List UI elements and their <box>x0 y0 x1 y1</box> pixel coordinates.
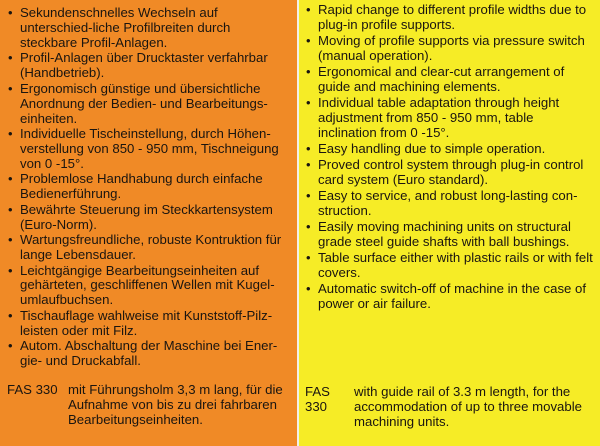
list-item: • Leichtgängige Bearbeitungseinheiten auf gehärteten, geschliffenen Wellen mit Kugel-umlaufbuchsen. <box>7 264 291 309</box>
list-item: • Proved control system through plug-in control card system (Euro standard). <box>305 158 594 188</box>
model-description: mit Führungsholm 3,3 m lang, für die Aufnahme von bis zu drei fahrbaren Bearbeitungseinheiten. <box>68 382 283 427</box>
list-item: • Individual table adaptation through height adjustment from 850 - 950 mm, table inclination from 0 -15°. <box>305 96 594 141</box>
english-feature-list <box>305 3 594 312</box>
model-description: with guide rail of 3.3 m length, for the accommodation of up to three movable machining units. <box>354 384 582 429</box>
list-item: • Bewährte Steuerung im Steckkartensystem (Euro-Norm). <box>7 203 291 233</box>
german-feature-panel <box>0 0 297 446</box>
model-code: FAS 330 <box>305 384 330 414</box>
list-item: • Problemlose Handhabung durch einfache Bedienerführung. <box>7 172 291 202</box>
german-model-note <box>7 383 291 428</box>
list-item: • Moving of profile supports via pressure switch (manual operation). <box>305 34 594 64</box>
list-item: • Tischauflage wahlweise mit Kunststoff-Pilz-leisten oder mit Filz. <box>7 309 291 339</box>
list-item: • Profil-Anlagen über Drucktaster verfahrbar (Handbetrieb). <box>7 51 291 81</box>
list-item: • Easy handling due to simple operation. <box>305 142 594 157</box>
list-item: • Sekundenschnelles Wechseln auf unterschied-liche Profilbreiten durch steckbare Profil-Anlagen. <box>7 6 291 51</box>
list-item: • Wartungsfreundliche, robuste Kontruktion für lange Lebensdauer. <box>7 233 291 263</box>
list-item: • Table surface either with plastic rails or with felt covers. <box>305 251 594 281</box>
english-model-note <box>305 385 594 430</box>
german-feature-list <box>7 6 291 369</box>
list-item: • Individuelle Tischeinstellung, durch Höhen-verstellung von 850 - 950 mm, Tischneigung von 0 -15°. <box>7 127 291 172</box>
list-item: • Ergonomical and clear-cut arrangement of guide and machining elements. <box>305 65 594 95</box>
model-code: FAS 330 <box>7 382 58 397</box>
english-feature-panel <box>299 0 600 446</box>
list-item: • Ergonomisch günstige und übersichtliche Anordnung der Bedien- und Bearbeitungs-einheiten. <box>7 82 291 127</box>
list-item: • Easily moving machining units on structural grade steel guide shafts with ball bushings. <box>305 220 594 250</box>
list-item: • Automatic switch-off of machine in the case of power or air failure. <box>305 282 594 312</box>
list-item: • Easy to service, and robust long-lasting con-struction. <box>305 189 594 219</box>
list-item: • Autom. Abschaltung der Maschine bei Ener-gie- und Druckabfall. <box>7 339 291 369</box>
list-item: • Rapid change to different profile widths due to plug-in profile supports. <box>305 3 594 33</box>
